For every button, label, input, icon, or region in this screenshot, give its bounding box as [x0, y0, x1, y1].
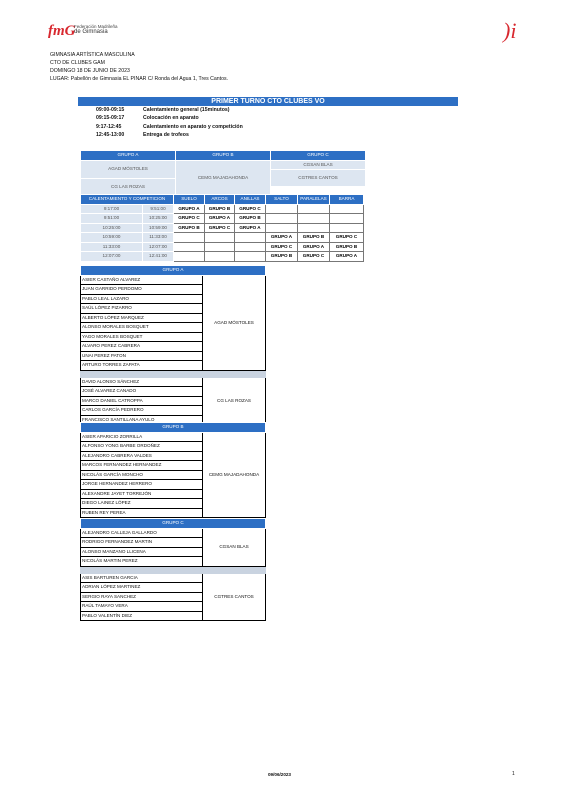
club-name: CGTRES CANTOS: [203, 573, 266, 621]
logo-line-1: Federación Madrileña: [74, 24, 118, 29]
gymnast-name: JOSÉ ALVAREZ CANADO: [81, 387, 203, 397]
venue-line: LUGAR: Pabellón de Gimnasia EL PINAR C/ Ronda del Agua 1, Tres Cantos.: [50, 76, 229, 82]
gymnast-name: ALEJANDRO CABRERA VALDES: [81, 451, 203, 461]
gymnast-name: ALFONSO YONG BARBE ORDOÑEZ: [81, 442, 203, 452]
rotation-cell: GRUPO A: [266, 233, 298, 243]
apparatus-header-vault: SALTO: [266, 195, 298, 205]
rotation-cell: GRUPO B: [235, 214, 266, 224]
rotation-cell: GRUPO B: [174, 223, 205, 233]
rotation-cell: GRUPO C: [205, 223, 235, 233]
competition-line: CTO DE CLUBES GAM: [50, 60, 105, 66]
gymnast-name: PABLO VALENTÍN DIEZ: [81, 611, 203, 621]
apparatus-header-hbar: BARRA: [330, 195, 364, 205]
rotation-row: [81, 233, 364, 243]
rotation-cell: [330, 204, 364, 214]
rotation-row: [81, 223, 364, 233]
schedule-time: 09:15-09:17: [96, 115, 125, 121]
rotation-table: [80, 194, 364, 262]
gymnast-name: RODRIGO FERNANDEZ MARTIN: [81, 538, 203, 548]
gymnast-name: NICOLÁS GARCÍA MONCHO: [81, 470, 203, 480]
rotation-cell: [205, 252, 235, 262]
group-a-club: CG LAS ROZAS: [81, 178, 176, 196]
gymnast-name: DAVID ALONSO SÁNCHEZ: [81, 377, 203, 387]
roster-row: [81, 528, 266, 538]
group-a-header: GRUPO A: [81, 151, 176, 161]
rotation-start: 10:25:00: [81, 223, 143, 233]
gymnast-name: SERGIO RAYA SANCHEZ: [81, 592, 203, 602]
gymnast-name: ASIER APARICIO ZORRILLA: [81, 432, 203, 442]
gymnast-name: ALEXANDRE JAYET TORREJÓN: [81, 489, 203, 499]
rotation-cell: [235, 233, 266, 243]
rotation-start: 9:17:00: [81, 204, 143, 214]
rotation-cell: [266, 214, 298, 224]
rotation-cell: GRUPO A: [298, 242, 330, 252]
rotation-start: 9:51:00: [81, 214, 143, 224]
schedule-time: 09:00-09:15: [96, 107, 125, 113]
group-c-club: CGSAN BLAS: [271, 160, 366, 170]
federation-logo-text: [74, 24, 118, 35]
group-c-club: CGTRES CANTOS: [271, 170, 366, 187]
rotation-cell: GRUPO C: [298, 252, 330, 262]
gymnast-name: JUAN GARRIDO PERDOMO: [81, 285, 203, 295]
roster-table-group-c: [80, 518, 266, 621]
gymnast-name: ASIER CASTAÑO ALVAREZ: [81, 275, 203, 285]
gymnast-name: ALBERTO LÓPEZ MARQUEZ: [81, 313, 203, 323]
roster-row: [81, 573, 266, 583]
rotation-cell: GRUPO B: [298, 233, 330, 243]
rotation-cell: [235, 242, 266, 252]
page-number: 1: [512, 771, 515, 777]
rotation-cell: GRUPO C: [235, 204, 266, 214]
schedule-text: Colocación en aparato: [143, 115, 199, 121]
footer-date: 09/06/2023: [268, 772, 291, 777]
roster-row: [81, 377, 266, 387]
rotation-cell: [330, 223, 364, 233]
logo-line-2: de Gimnasia: [74, 28, 108, 35]
gymnast-name: ALONSO MORALES BOSQUET: [81, 323, 203, 333]
gymnast-name: ADRIAN LÓPEZ MARTINEZ: [81, 583, 203, 593]
roster-separator-cell: [81, 370, 266, 377]
rotation-end: 9:51:00: [143, 204, 174, 214]
group-a-club: AGAD MÓSTOLES: [81, 160, 176, 178]
gymnast-name: RUBEN REY PEREA: [81, 508, 203, 518]
discipline-line: GIMNASIA ARTÍSTICA MASCULINA: [50, 52, 135, 58]
gymnast-name: DIEGO LAINEZ LÓPEZ: [81, 499, 203, 509]
rotation-end: 12:07:00: [143, 242, 174, 252]
gymnast-name: NICOLÁS MARTIN PEREZ: [81, 557, 203, 567]
schedule-text: Entrega de trofeos: [143, 132, 189, 138]
rotation-end: 10:59:00: [143, 223, 174, 233]
roster-header-row: [81, 519, 266, 529]
gymnast-name: YAGO MORALES BOSQUET: [81, 332, 203, 342]
roster-header-row: [81, 266, 266, 276]
date-line: DOMINGO 18 DE JUNIO DE 2023: [50, 68, 130, 74]
rotation-cell: [330, 214, 364, 224]
roster-row: [81, 432, 266, 442]
group-b-club: CEMG MAJADAHONDA: [176, 160, 271, 196]
group-c-header: GRUPO C: [271, 151, 366, 161]
schedule-text: Calentamiento en aparato y competición: [143, 124, 243, 130]
rotation-cell: GRUPO C: [174, 214, 205, 224]
rotation-cell: [174, 242, 205, 252]
federation-logo-icon: fmG: [48, 23, 76, 39]
rotation-cell: [174, 233, 205, 243]
roster-separator: [81, 370, 266, 377]
rotation-cell: GRUPO A: [174, 204, 205, 214]
rotation-end: 12:41:00: [143, 252, 174, 262]
rotation-end: 11:33:00: [143, 233, 174, 243]
rotation-cell: GRUPO C: [266, 242, 298, 252]
schedule-text: Calentamiento general (15minutos): [143, 107, 230, 113]
gymnast-name: ARTURO TORRES ZAPATA: [81, 361, 203, 371]
rotation-cell: [298, 214, 330, 224]
roster-group-title: GRUPO C: [81, 519, 266, 529]
rotation-row: [81, 252, 364, 262]
group-b-header: GRUPO B: [176, 151, 271, 161]
schedule-time: 9:17-12:45: [96, 124, 122, 130]
gymnast-name: CARLOS GARCÍA PEDRERO: [81, 406, 203, 416]
apparatus-header-pbars: PARALELAS: [298, 195, 330, 205]
apparatus-header-pommel: ARCOS: [205, 195, 235, 205]
groups-table: [80, 150, 366, 197]
rotation-cell: [205, 242, 235, 252]
apparatus-header-floor: SUELO: [174, 195, 205, 205]
rotation-cell: [235, 252, 266, 262]
rotation-row: [81, 214, 364, 224]
gymnast-name: ALVARO PEREZ CABRERA: [81, 342, 203, 352]
rotation-cell: [266, 204, 298, 214]
club-name: CG LAS ROZAS: [203, 377, 266, 425]
rotation-cell: GRUPO C: [330, 233, 364, 243]
roster-group-title: GRUPO A: [81, 266, 266, 276]
rotation-header-time: CALENTAMIENTO Y COMPETICION: [81, 195, 174, 205]
rotation-start: 10:59:00: [81, 233, 143, 243]
rotation-row: [81, 242, 364, 252]
rotation-end: 10:25:00: [143, 214, 174, 224]
gymnast-name: RAÚL TAMAYO VERA: [81, 602, 203, 612]
roster-separator: [81, 566, 266, 573]
rotation-start: 12:07:00: [81, 252, 143, 262]
roster-group-title: GRUPO B: [81, 423, 266, 433]
rotation-cell: [266, 223, 298, 233]
club-name: CEMG MAJADAHONDA: [203, 432, 266, 518]
gymnast-name: MARCOS FERNANDEZ HERNANDEZ: [81, 461, 203, 471]
roster-table-group-a: [80, 265, 266, 425]
rotation-cell: GRUPO A: [330, 252, 364, 262]
rotation-cell: [205, 233, 235, 243]
gymnast-name: FRANCISCO SANTILLANA AYULO: [81, 415, 203, 425]
rotation-cell: GRUPO B: [330, 242, 364, 252]
rotation-start: 11:33:00: [81, 242, 143, 252]
session-banner: PRIMER TURNO CTO CLUBES VO: [78, 97, 458, 106]
roster-row: [81, 275, 266, 285]
roster-separator-cell: [81, 566, 266, 573]
rotation-cell: GRUPO B: [205, 204, 235, 214]
rotation-cell: GRUPO A: [205, 214, 235, 224]
rotation-cell: GRUPO A: [235, 223, 266, 233]
gymnast-name: JORGE HERNANDEZ HERRERO: [81, 480, 203, 490]
roster-table-group-b: [80, 422, 266, 518]
gymnast-name: ASIS BARTUREN GARCIA: [81, 573, 203, 583]
gymnast-name: ALONSO MANZANO LLICENA: [81, 547, 203, 557]
sponsor-logo-icon: )i: [503, 18, 517, 43]
roster-header-row: [81, 423, 266, 433]
rotation-cell: [298, 223, 330, 233]
rotation-cell: [174, 252, 205, 262]
schedule-time: 12:45-13:00: [96, 132, 125, 138]
gymnast-name: MARCO DANIEL CATROPPA: [81, 396, 203, 406]
rotation-cell: GRUPO B: [266, 252, 298, 262]
gymnast-name: SAÚL LÓPEZ PIZARRO: [81, 304, 203, 314]
gymnast-name: ALEJANDRO CALLEJA GALLARDO: [81, 528, 203, 538]
club-name: CGSAN BLAS: [203, 528, 266, 566]
apparatus-header-rings: ANILLAS: [235, 195, 266, 205]
club-name: AGAD MÓSTOLES: [203, 275, 266, 370]
gymnast-name: UNAI PEREZ PATON: [81, 351, 203, 361]
rotation-row: [81, 204, 364, 214]
gymnast-name: PABLO LEAL LAZARO: [81, 294, 203, 304]
rotation-cell: [298, 204, 330, 214]
